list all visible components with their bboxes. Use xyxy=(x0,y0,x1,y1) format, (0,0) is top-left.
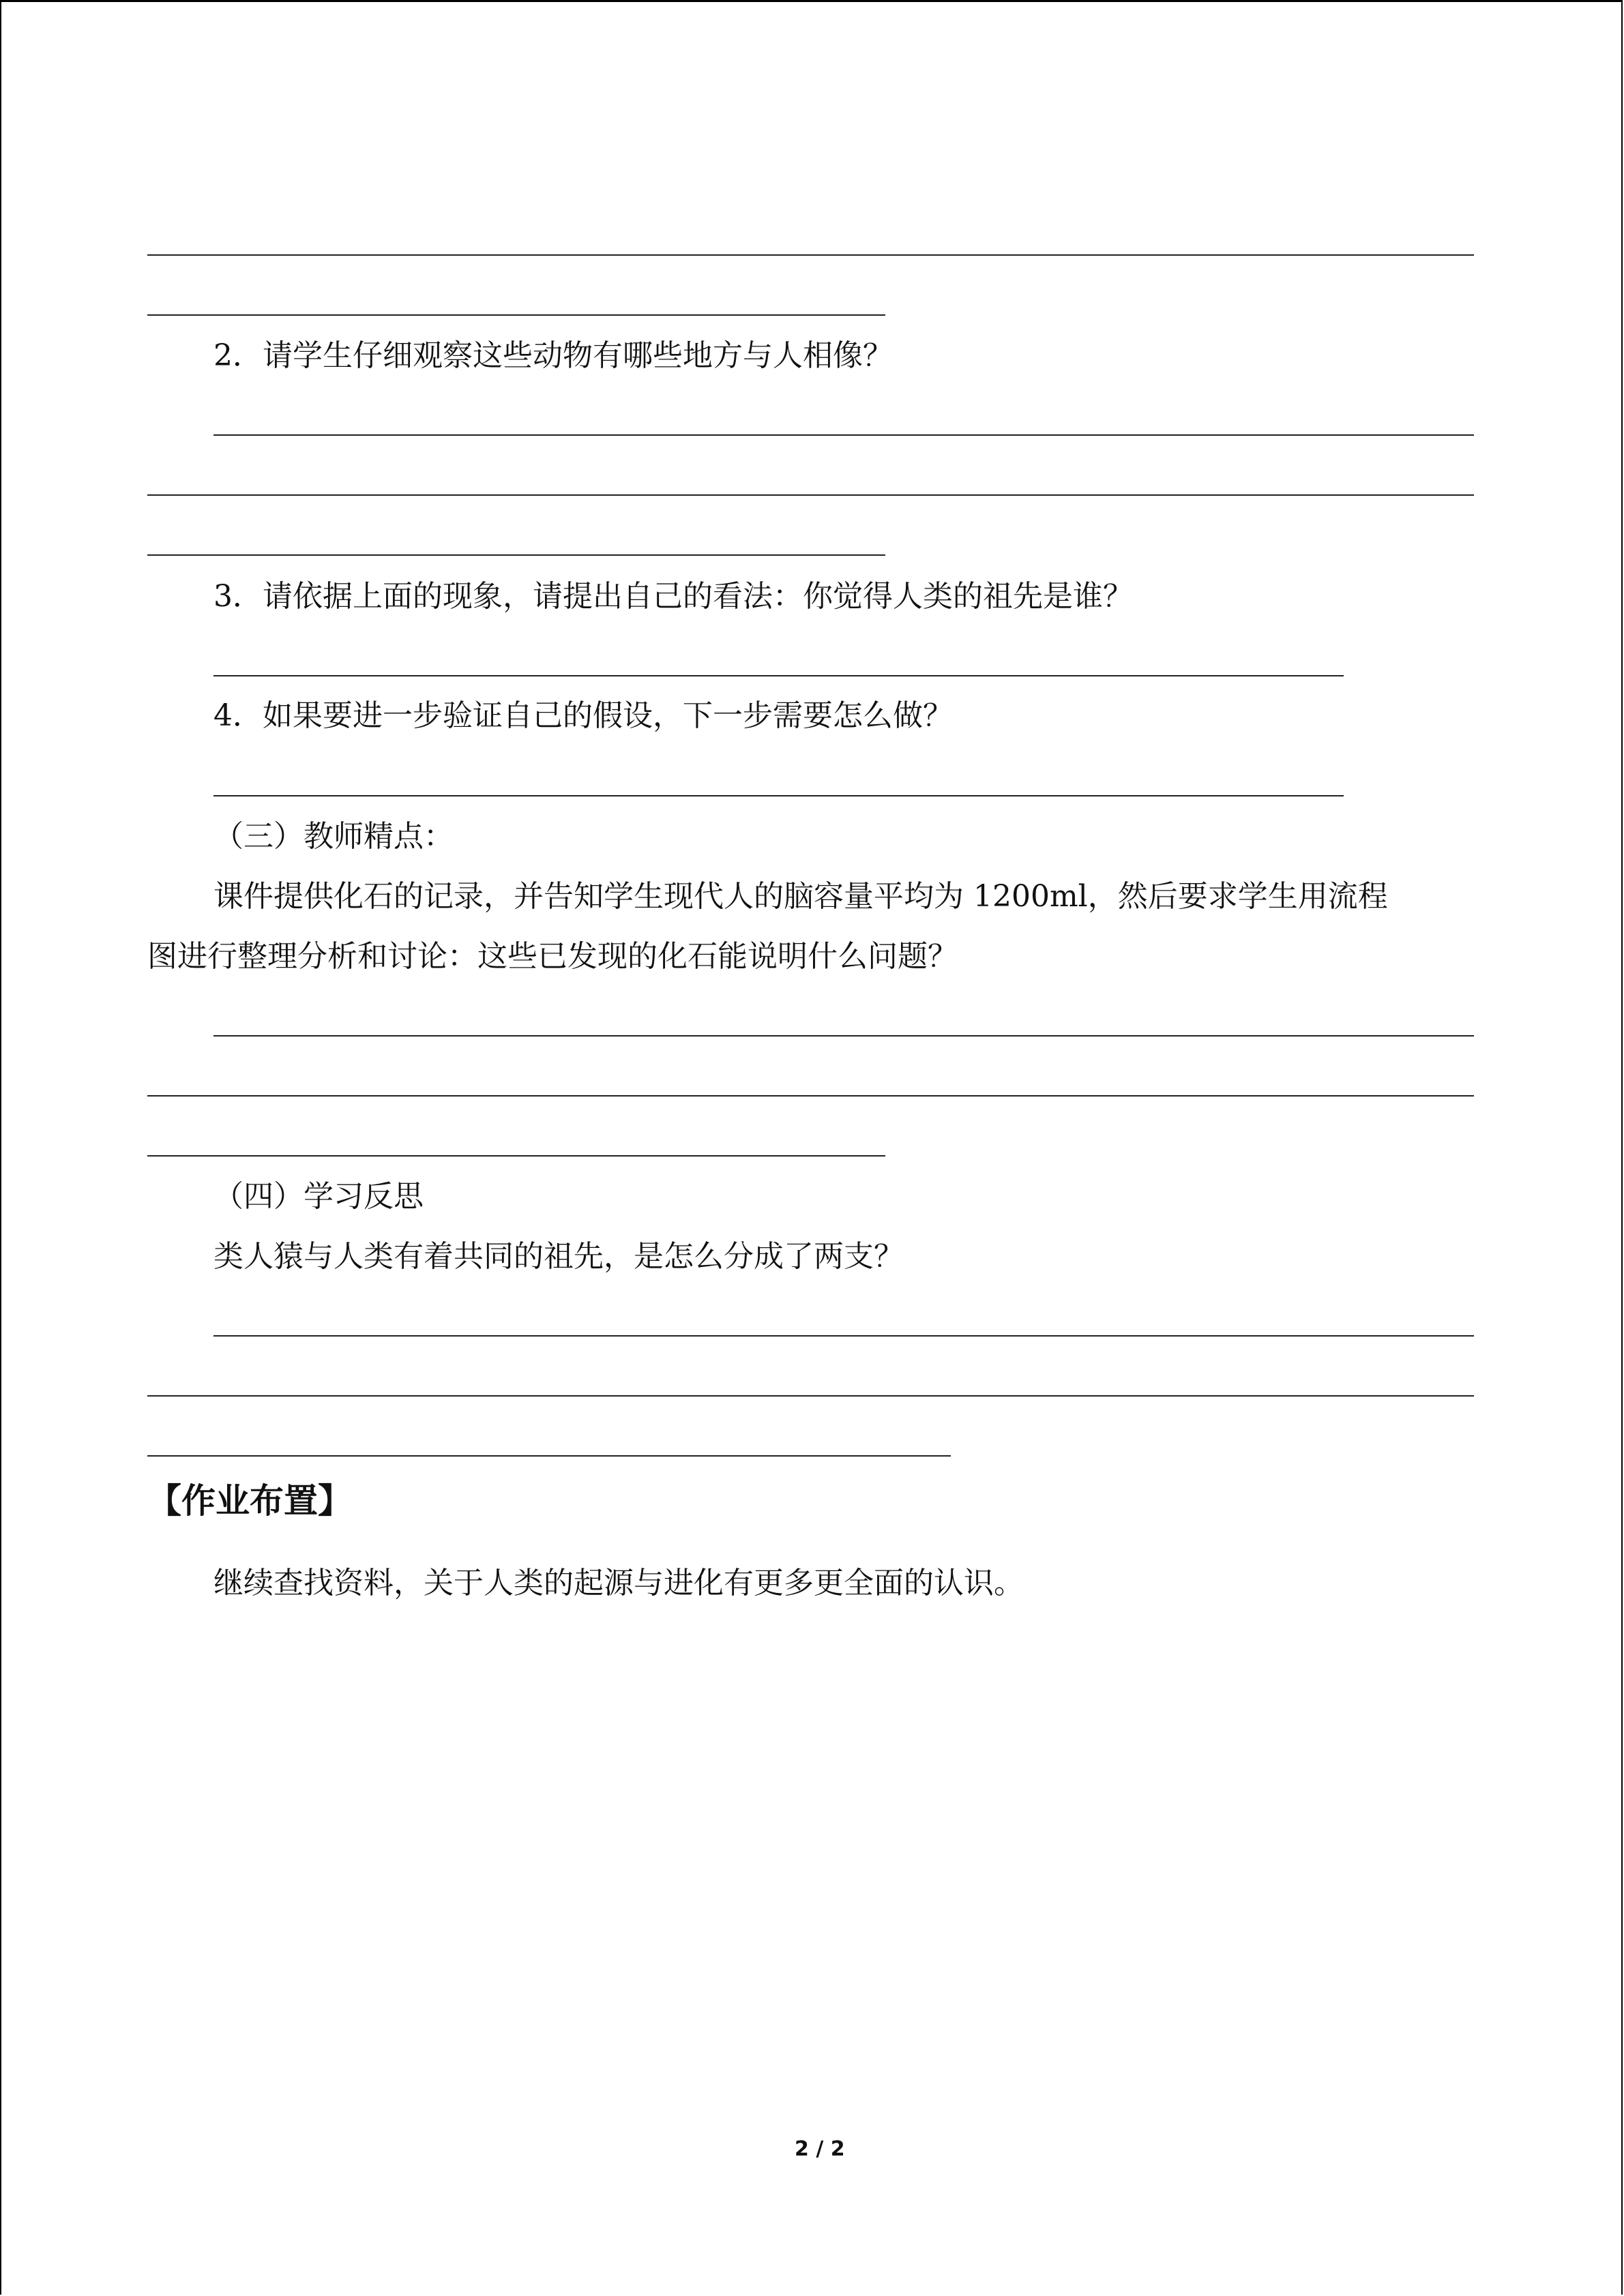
answer-line xyxy=(147,254,1474,256)
homework-text: 继续查找资料，关于人类的起源与进化有更多更全面的认识。 xyxy=(213,1566,1024,1600)
answer-line xyxy=(147,554,885,556)
answer-line xyxy=(147,1095,1474,1097)
answer-line xyxy=(147,1155,885,1157)
teacher-point-text-line-2: 图进行整理分析和讨论：这些已发现的化石能说明什么问题？ xyxy=(147,939,958,974)
homework-heading: 【作业布置】 xyxy=(147,1481,352,1521)
question-3: 3．请依据上面的现象，请提出自己的看法：你觉得人类的祖先是谁？ xyxy=(213,579,1133,614)
answer-line xyxy=(147,314,885,316)
answer-line xyxy=(147,494,1474,496)
question-4: 4．如果要进一步验证自己的假设，下一步需要怎么做？ xyxy=(213,698,953,733)
answer-line xyxy=(213,434,1474,436)
page-number: 2 / 2 xyxy=(795,2137,845,2161)
answer-line xyxy=(147,1395,1474,1397)
section-teacher-point-title: （三）教师精点： xyxy=(213,819,454,854)
question-2: 2．请学生仔细观察这些动物有哪些地方与人相像？ xyxy=(213,338,893,373)
answer-line xyxy=(213,1035,1474,1037)
reflection-question: 类人猿与人类有着共同的祖先，是怎么分成了两支？ xyxy=(213,1239,904,1274)
teacher-point-text-line-1: 课件提供化石的记录，并告知学生现代人的脑容量平均为 1200ml，然后要求学生用流程 xyxy=(213,879,1388,914)
answer-line xyxy=(213,675,1344,676)
answer-line xyxy=(213,1335,1474,1337)
section-reflection-title: （四）学习反思 xyxy=(213,1179,424,1214)
answer-line xyxy=(213,795,1344,796)
answer-line xyxy=(147,1455,951,1457)
